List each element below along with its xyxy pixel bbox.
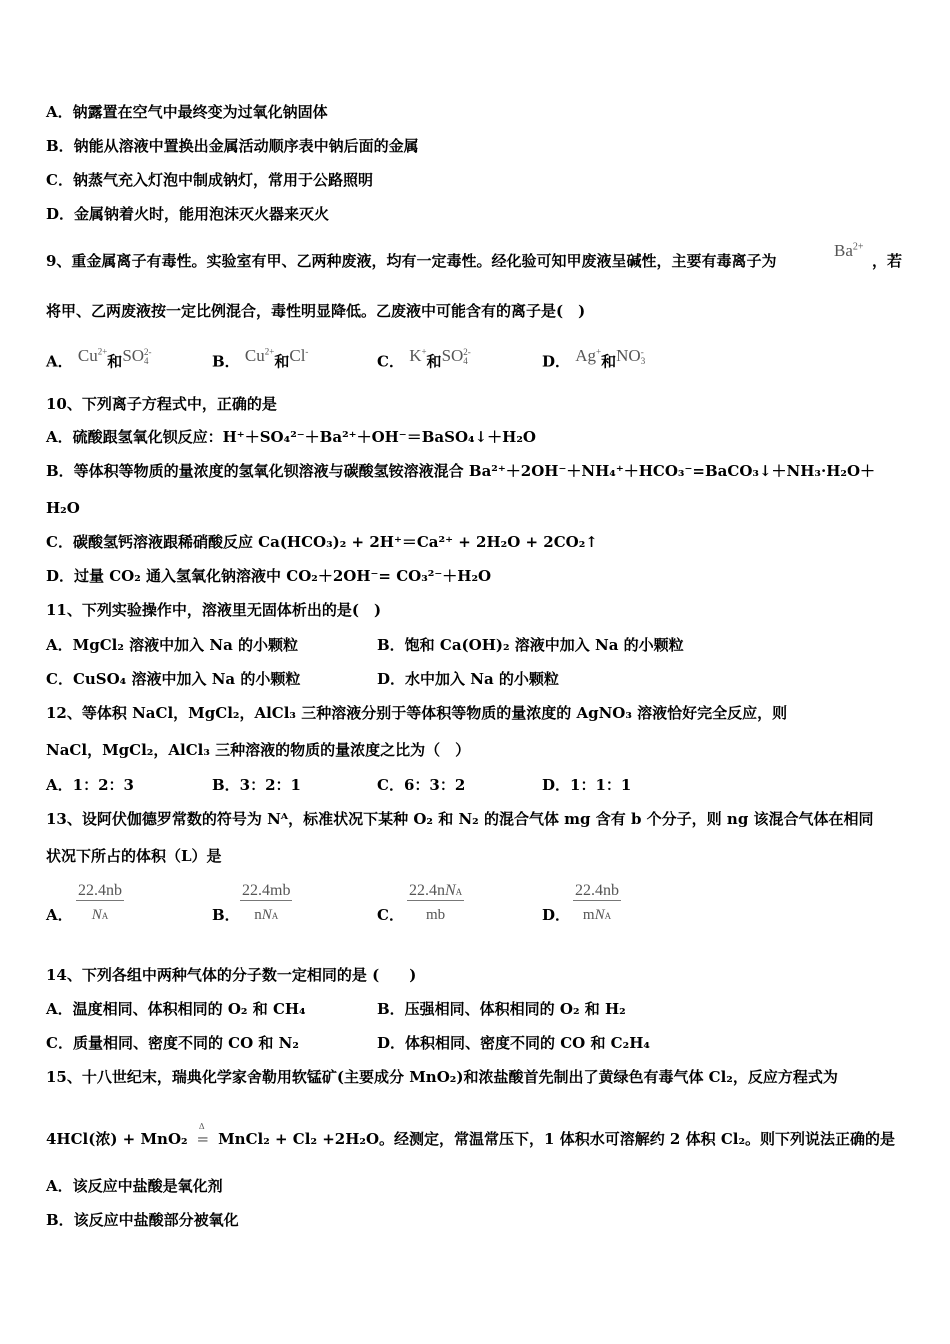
q10-stem: 10、下列离子方程式中，正确的是	[46, 395, 277, 413]
q13-option-c-label: C．	[377, 906, 404, 924]
q13-option-d-fraction	[573, 882, 621, 924]
q14-option-d: D．体积相同、密度不同的 CO 和 C₂H₄	[377, 1034, 650, 1052]
q13-a-denominator: NA	[91, 907, 109, 923]
q14-option-c: C．质量相同、密度不同的 CO 和 N₂	[46, 1034, 299, 1052]
q13-a-numerator: 22.4nb	[78, 882, 122, 899]
q9-stem-text: 9、重金属离子有毒性。实验室有甲、乙两种废液，均有一定毒性。经化验可知甲废液呈碱性，主要有毒离子为	[46, 252, 777, 270]
q9-stem-line2: 将甲、乙两废液按一定比例混合，毒性明显降低。乙废液中可能含有的离子是( )	[46, 302, 586, 320]
q11-option-c: C．CuSO₄ 溶液中加入 Na 的小颗粒	[46, 670, 301, 688]
q8-option-c: C．钠蒸气充入灯泡中制成钠灯，常用于公路照明	[46, 171, 373, 189]
q15-equation	[46, 1122, 896, 1149]
q9-option-d: D． Ag+和NO - 3	[542, 345, 646, 371]
q15-option-b: B．该反应中盐酸部分被氧化	[46, 1211, 239, 1229]
q13-option-b-fraction	[240, 882, 292, 924]
q8-option-a: A．钠露置在空气中最终变为过氧化钠固体	[46, 103, 328, 121]
q15-option-a: A．该反应中盐酸是氧化剂	[46, 1177, 223, 1195]
q9-option-a: A． $Cu^{2+}$和SO 2- 4	[46, 345, 152, 371]
q9-ion: $Ba^{2+}$	[834, 241, 864, 260]
q13-stem-line2: 状况下所占的体积（L）是	[46, 847, 222, 865]
q10-option-a: A．硫酸跟氢氧化钡反应：H⁺＋SO₄²⁻＋Ba²⁺＋OH⁻＝BaSO₄↓＋H₂O	[46, 428, 536, 446]
q15-delta: Δ	[198, 1122, 205, 1131]
q10-option-b-cont: H₂O	[46, 499, 80, 517]
q14-option-b: B．压强相同、体积相同的 O₂ 和 H₂	[377, 1000, 626, 1018]
q13-option-c-fraction	[407, 882, 464, 924]
q10-option-c: C．碳酸氢钙溶液跟稀硝酸反应 Ca(HCO₃)₂ + 2H⁺＝Ca²⁺ + 2H₂O + 2CO₂↑	[46, 533, 598, 551]
q13-option-a-label: A．	[46, 906, 73, 924]
q13-b-numerator: 22.4mb	[242, 882, 291, 899]
q13-c-denominator: mb	[426, 907, 446, 923]
q10-option-b: B．等体积等物质的量浓度的氢氧化钡溶液与碳酸氢铵溶液混合 Ba²⁺＋2OH⁻＋NH₄⁺＋HCO₃⁻=BaCO₃↓＋NH₃·H₂O＋	[46, 462, 876, 480]
q12-option-b: B．3：2：1	[212, 776, 301, 794]
q13-stem-line1: 13、设阿伏伽德罗常数的符号为 Nᴬ，标准状况下某种 O₂ 和 N₂ 的混合气体 mg 含有 b 个分子，则 ng 该混合气体在相同	[46, 810, 874, 828]
q12-stem-line1: 12、等体积 NaCl，MgCl₂，AlCl₃ 三种溶液分别于等体积等物质的量浓度的 AgNO₃ 溶液恰好完全反应，则	[46, 704, 788, 722]
q13-c-numerator: 22.4nNA	[409, 882, 463, 899]
q13-d-denominator: mNA	[582, 907, 612, 923]
q13-option-b-label: B．	[212, 906, 240, 924]
q15-equals-heat: Δ =	[193, 1129, 213, 1149]
q12-option-c: C．6：3：2	[377, 776, 466, 794]
q15-equation-left: 4HCl(浓) + MnO₂	[46, 1130, 188, 1148]
q9-option-b: B． $Cu^{2+}$和Cl-	[212, 345, 309, 371]
q11-stem: 11、下列实验操作中，溶液里无固体析出的是( )	[46, 601, 382, 619]
q14-stem: 14、下列各组中两种气体的分子数一定相同的是 ( )	[46, 966, 417, 984]
q15-stem-line1: 15、十八世纪末，瑞典化学家舍勒用软锰矿(主要成分 MnO₂)和浓盐酸首先制出了黄绿色有毒气体 Cl₂，反应方程式为	[46, 1068, 838, 1086]
q9-stem-end: ，若	[872, 252, 903, 270]
q15-equation-right: MnCl₂ + Cl₂ +2H₂O。经测定，常温常压下，1 体积水可溶解约 2 体积 Cl₂。则下列说法正确的是	[218, 1130, 896, 1148]
q13-d-numerator: 22.4nb	[575, 882, 619, 899]
q9-option-c: C． K+和SO 2- 4	[377, 345, 471, 371]
q13-option-d-label: D．	[542, 906, 571, 924]
q9-stem-line1	[46, 251, 776, 271]
q8-option-d: D．金属钠着火时，能用泡沫灭火器来灭火	[46, 205, 330, 223]
q11-option-a: A．MgCl₂ 溶液中加入 Na 的小颗粒	[46, 636, 299, 654]
q13-option-a-fraction	[76, 882, 124, 924]
q13-b-denominator: nNA	[254, 907, 279, 923]
q14-option-a: A．温度相同、体积相同的 O₂ 和 CH₄	[46, 1000, 306, 1018]
q12-option-d: D．1：1：1	[542, 776, 632, 794]
q11-option-d: D．水中加入 Na 的小颗粒	[377, 670, 559, 688]
q12-option-a: A．1：2：3	[46, 776, 134, 794]
q12-stem-line2: NaCl，MgCl₂，AlCl₃ 三种溶液的物质的量浓度之比为（ ）	[46, 741, 471, 759]
q10-option-d: D．过量 CO₂ 通入氢氧化钠溶液中 CO₂＋2OH⁻= CO₃²⁻＋H₂O	[46, 567, 492, 585]
q8-option-b: B．钠能从溶液中置换出金属活动顺序表中钠后面的金属	[46, 137, 419, 155]
q11-option-b: B．饱和 Ca(OH)₂ 溶液中加入 Na 的小颗粒	[377, 636, 684, 654]
